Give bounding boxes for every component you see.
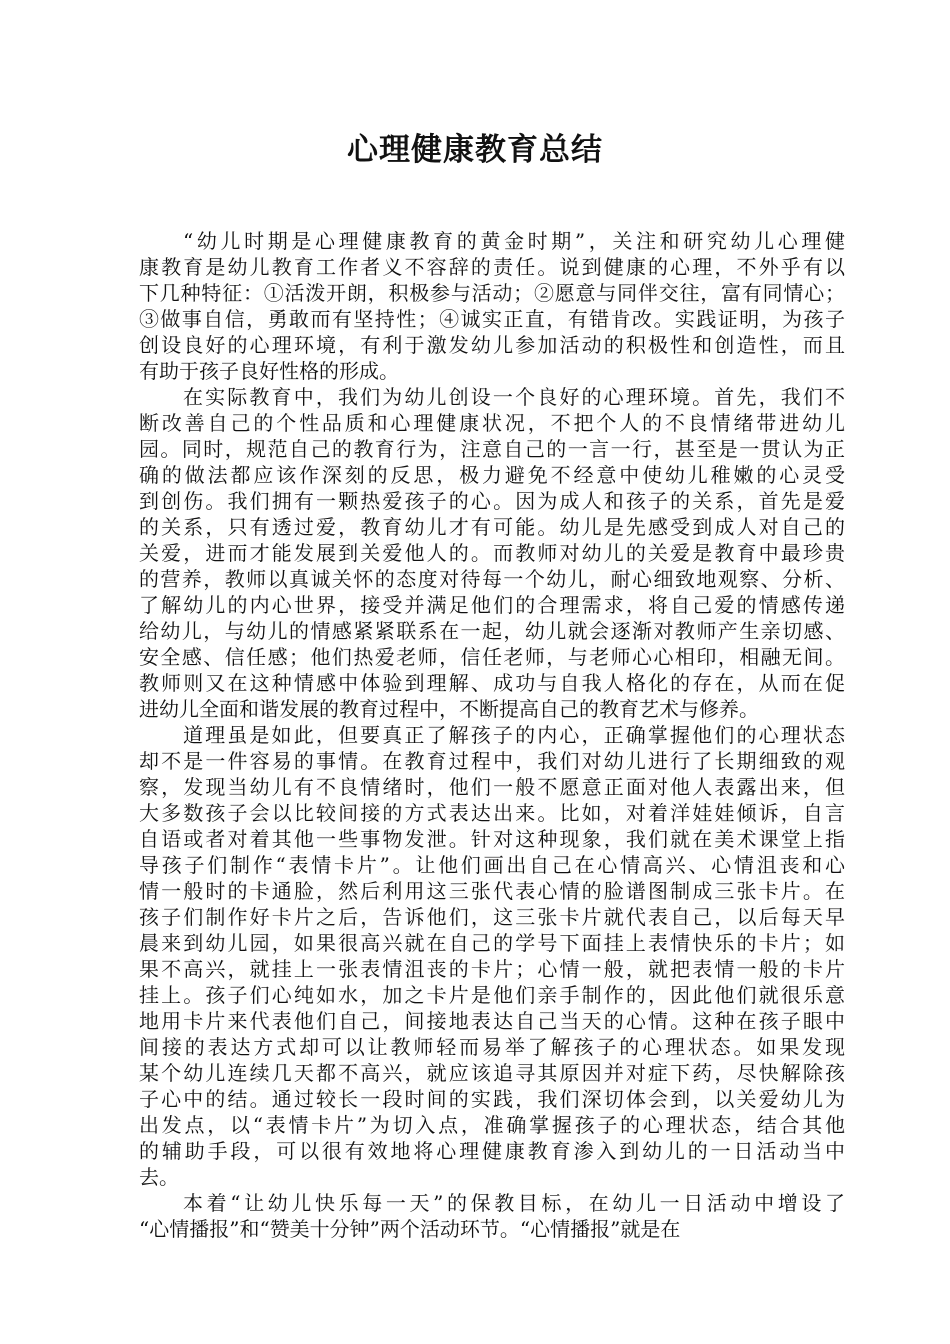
paragraph-line: 道理虽是如此，但要真正了解孩子的内心，正确掌握他们的心理状态: [183, 723, 845, 747]
paragraph-line: 地用卡片来代表他们自己，间接地表达自己当天的心情。这种在孩子眼中: [139, 1009, 845, 1033]
paragraph-line: 的营养，教师以真诚关怀的态度对待每一个幼儿，耐心细致地观察、分析、: [139, 567, 845, 591]
paragraph-line: “心情播报”和“赞美十分钟”两个活动环节。“心情播报”就是在: [139, 1217, 681, 1241]
paragraph-line: 去。: [139, 1165, 179, 1189]
paragraph-line: 本着“让幼儿快乐每一天”的保教目标，在幼儿一日活动中增设了: [183, 1191, 845, 1215]
paragraph-line: 关爱，进而才能发展到关爱他人的。而教师对幼儿的关爱是教育中最珍贵: [139, 541, 845, 565]
paragraph-line: 教师则又在这种情感中体验到理解、成功与自我人格化的存在，从而在促: [139, 671, 845, 695]
paragraph-line: 园。同时，规范自己的教育行为，注意自己的一言一行，甚至是一贯认为正: [139, 437, 845, 461]
document-title: 心理健康教育总结: [347, 132, 603, 168]
paragraph-line: 给幼儿，与幼儿的情感紧紧联系在一起，幼儿就会逐渐对教师产生亲切感、: [139, 619, 845, 643]
paragraph-line: 康教育是幼儿教育工作者义不容辞的责任。说到健康的心理，不外乎有以: [139, 255, 845, 279]
paragraph-line: 果不高兴，就挂上一张表情沮丧的卡片；心情一般，就把表情一般的卡片: [139, 957, 845, 981]
paragraph-line: ③做事自信，勇敢而有坚持性；④诚实正直，有错肯改。实践证明，为孩子: [139, 307, 845, 331]
paragraph-line: 察，发现当幼儿有不良情绪时，他们一般不愿意正面对他人表露出来，但: [139, 775, 845, 799]
paragraph-line: 进幼儿全面和谐发展的教育过程中，不断提高自己的教育艺术与修养。: [139, 697, 759, 721]
paragraph-line: 的辅助手段，可以很有效地将心理健康教育渗入到幼儿的一日活动当中: [139, 1139, 845, 1163]
paragraph-line: 挂上。孩子们心纯如水，加之卡片是他们亲手制作的，因此他们就很乐意: [139, 983, 845, 1007]
paragraph-line: 导孩子们制作“表情卡片”。让他们画出自己在心情高兴、心情沮丧和心: [139, 853, 845, 877]
document-body: [139, 228, 845, 1242]
paragraph-line: 情一般时的卡通脸，然后利用这三张代表心情的脸谱图制成三张卡片。在: [139, 879, 845, 903]
paragraph-line: 了解幼儿的内心世界，接受并满足他们的合理需求，将自己爱的情感传递: [139, 593, 845, 617]
paragraph-line: 的关系，只有透过爱，教育幼儿才有可能。幼儿是先感受到成人对自己的: [139, 515, 845, 539]
paragraph-line: 出发点，以“表情卡片”为切入点，准确掌握孩子的心理状态，结合其他: [139, 1113, 845, 1137]
paragraph-line: 确的做法都应该作深刻的反思，极力避免不经意中使幼儿稚嫩的心灵受: [139, 463, 845, 487]
paragraph-line: 安全感、信任感；他们热爱老师，信任老师，与老师心心相印，相融无间。: [139, 645, 845, 669]
paragraph-line: 晨来到幼儿园，如果很高兴就在自己的学号下面挂上表情快乐的卡片；如: [139, 931, 845, 955]
paragraph-line: 自语或者对着其他一些事物发泄。针对这种现象，我们就在美术课堂上指: [139, 827, 845, 851]
paragraph-line: 大多数孩子会以比较间接的方式表达出来。比如，对着洋娃娃倾诉，自言: [139, 801, 845, 825]
paragraph-line: 间接的表达方式却可以让教师轻而易举了解孩子的心理状态。如果发现: [139, 1035, 845, 1059]
paragraph-line: 下几种特征：①活泼开朗，积极参与活动；②愿意与同伴交往，富有同情心；: [139, 281, 845, 305]
paragraph-line: “幼儿时期是心理健康教育的黄金时期”，关注和研究幼儿心理健: [183, 229, 845, 253]
paragraph-line: 有助于孩子良好性格的形成。: [139, 359, 399, 383]
paragraph-line: 断改善自己的个性品质和心理健康状况，不把个人的不良情绪带进幼儿: [139, 411, 845, 435]
paragraph-line: 到创伤。我们拥有一颗热爱孩子的心。因为成人和孩子的关系，首先是爱: [139, 489, 845, 513]
paragraph-line: 创设良好的心理环境，有利于激发幼儿参加活动的积极性和创造性，而且: [139, 333, 845, 357]
paragraph-line: 子心中的结。通过较长一段时间的实践，我们深切体会到，以关爱幼儿为: [139, 1087, 845, 1111]
paragraph-line: 却不是一件容易的事情。在教育过程中，我们对幼儿进行了长期细致的观: [139, 749, 845, 773]
paragraph-line: 在实际教育中，我们为幼儿创设一个良好的心理环境。首先，我们不: [183, 385, 845, 409]
paragraph-line: 某个幼儿连续几天都不高兴，就应该追寻其原因并对症下药，尽快解除孩: [139, 1061, 845, 1085]
paragraph-line: 孩子们制作好卡片之后，告诉他们，这三张卡片就代表自己，以后每天早: [139, 905, 845, 929]
